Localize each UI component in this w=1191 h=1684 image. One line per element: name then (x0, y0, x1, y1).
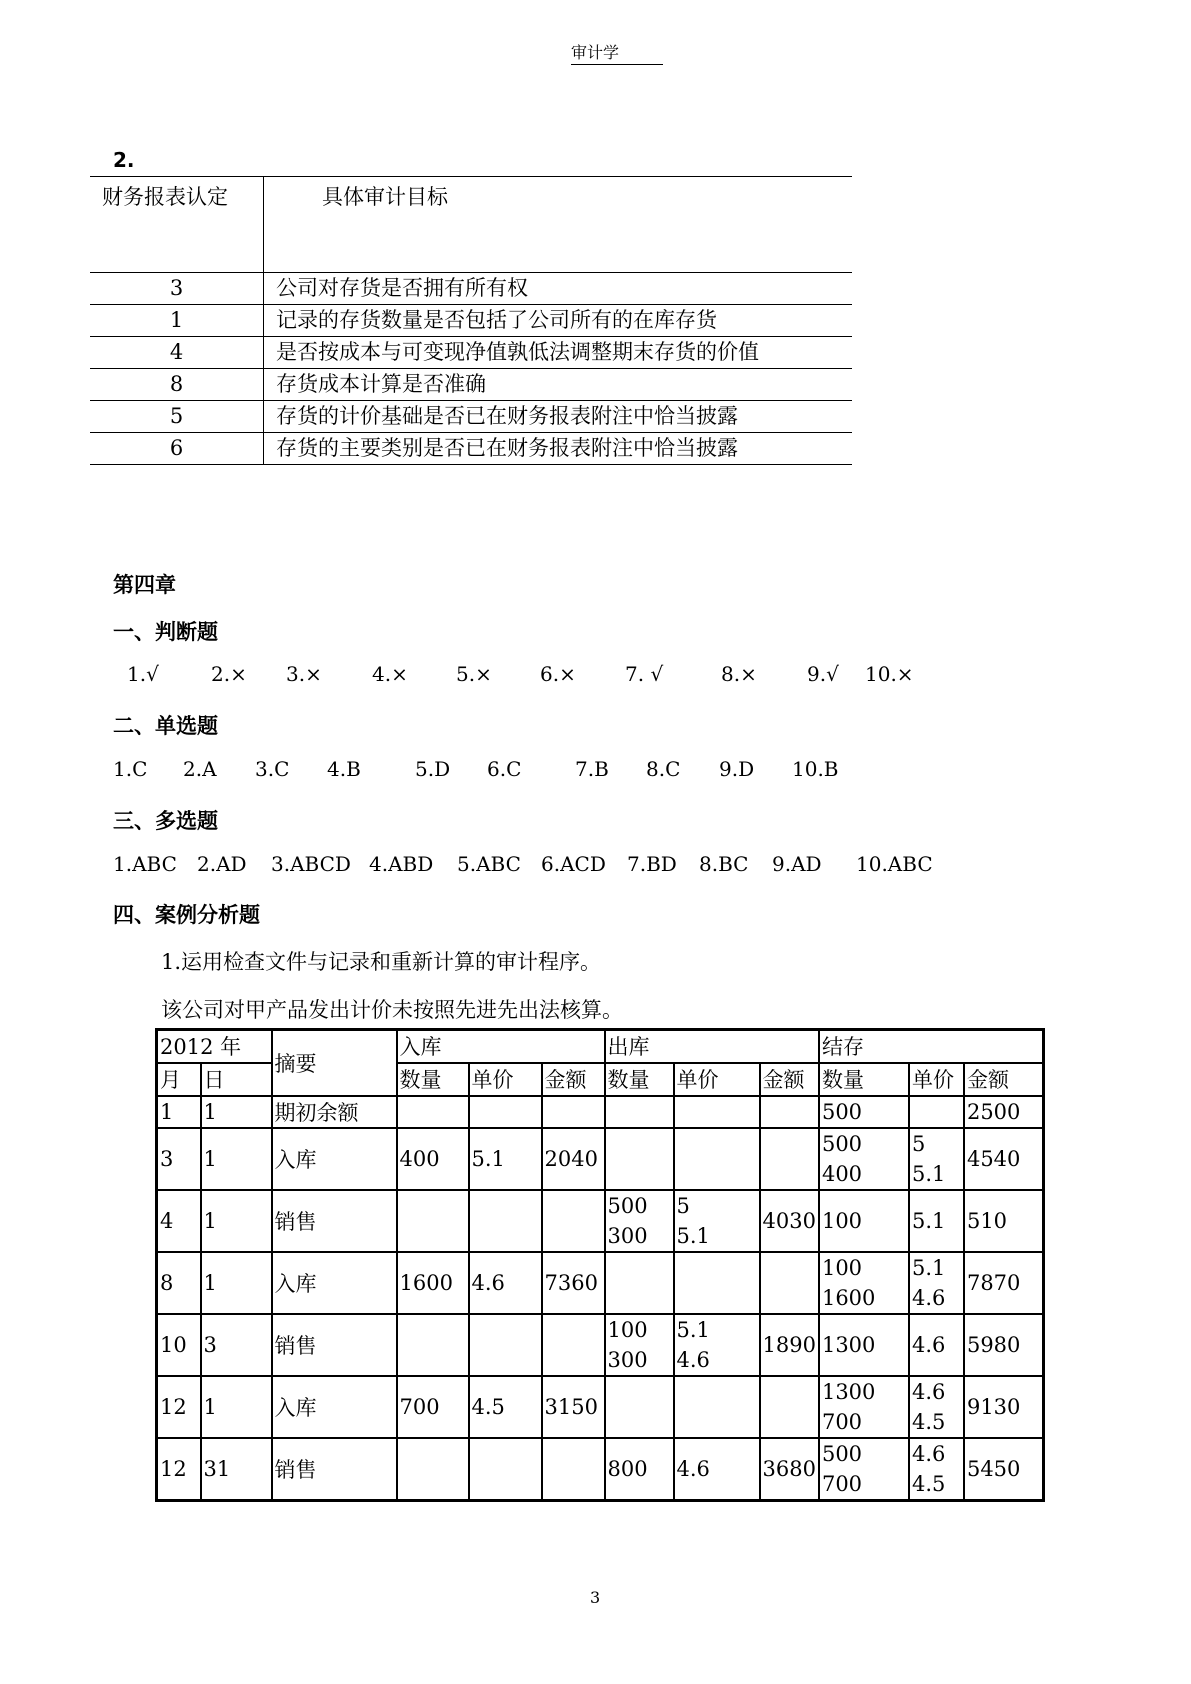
ledger-out-price-header: 单价 (674, 1063, 760, 1096)
ledger-row (157, 1376, 1044, 1438)
ledger-bal-qty-header: 数量 (819, 1063, 909, 1096)
table-row (90, 337, 852, 369)
ledger-cell-out-qty (605, 1314, 674, 1376)
objective-column-header: 具体审计目标 (264, 177, 853, 273)
ledger-cell-line: 500 (821, 1441, 863, 1466)
ledger-cell-out-price (674, 1314, 760, 1376)
ledger-cell-line: 700 (821, 1409, 863, 1434)
ledger-cell-month: 10 (157, 1314, 201, 1376)
ledger-cell-in-price (469, 1314, 542, 1376)
ledger-row (157, 1128, 1044, 1190)
objective-cell: 记录的存货数量是否包括了公司所有的在库存货 (264, 305, 853, 337)
ledger-in-amount-header: 金额 (542, 1063, 605, 1096)
ledger-cell-line: 1600 (821, 1285, 876, 1310)
ledger-cell-day: 1 (201, 1190, 272, 1252)
ledger-summary-header: 摘要 (272, 1030, 397, 1096)
answer-item: 9.D (719, 757, 755, 781)
true-false-answers (127, 662, 925, 686)
ledger-month-header: 月 (157, 1063, 201, 1096)
ledger-cell-out-amount (760, 1128, 819, 1190)
ledger-cell-line: 4.6 (676, 1347, 710, 1372)
objective-cell: 存货成本计算是否准确 (264, 369, 853, 401)
ledger-row (157, 1438, 1044, 1501)
ledger-bal-price-header: 单价 (909, 1063, 964, 1096)
ledger-cell-summary: 销售 (272, 1314, 397, 1376)
ledger-out-header: 出库 (605, 1030, 819, 1063)
ledger-cell-out-amount: 1890 (760, 1314, 819, 1376)
answer-item: 4.ABD (369, 852, 434, 876)
ledger-cell-bal-amount: 510 (964, 1190, 1044, 1252)
ledger-cell-out-qty (605, 1096, 674, 1128)
ledger-cell-bal-qty: 1300 (819, 1314, 909, 1376)
ledger-cell-summary: 期初余额 (272, 1096, 397, 1128)
ledger-cell-in-qty (397, 1314, 469, 1376)
inventory-ledger-table (155, 1028, 1045, 1502)
ledger-cell-day: 1 (201, 1128, 272, 1190)
ledger-cell-summary: 入库 (272, 1376, 397, 1438)
ledger-cell-bal-amount: 9130 (964, 1376, 1044, 1438)
single-choice-answers (113, 757, 852, 781)
ledger-cell-day: 1 (201, 1376, 272, 1438)
answer-item: 5.ABC (457, 852, 521, 876)
ledger-cell-bal-qty (819, 1438, 909, 1501)
ledger-cell-in-amount (542, 1314, 605, 1376)
multiple-choice-heading: 三、多选题 (113, 809, 218, 833)
ledger-year-header: 2012 年 (157, 1030, 272, 1063)
ledger-cell-out-price (674, 1252, 760, 1314)
ledger-cell-in-qty (397, 1190, 469, 1252)
answer-item: 10.× (865, 662, 914, 686)
ledger-cell-line: 400 (821, 1161, 863, 1186)
ledger-cell-line: 500 (607, 1193, 648, 1218)
answer-item: 5.× (456, 662, 492, 686)
assertion-cell: 5 (90, 401, 264, 433)
ledger-cell-bal-qty (819, 1252, 909, 1314)
page-number: 3 (590, 1588, 601, 1607)
ledger-cell-out-price (674, 1096, 760, 1128)
ledger-cell-in-price (469, 1438, 542, 1501)
ledger-cell-line: 1300 (821, 1379, 876, 1404)
audit-objectives-table (90, 176, 852, 465)
ledger-cell-line: 5.1 (676, 1223, 710, 1248)
case-paragraph-1: 1.运用检查文件与记录和重新计算的审计程序。 (161, 950, 602, 974)
answer-item: 5.D (415, 757, 451, 781)
ledger-row (157, 1314, 1044, 1376)
ledger-cell-out-qty: 800 (605, 1438, 674, 1501)
answer-item: 6.C (487, 757, 522, 781)
ledger-cell-month: 4 (157, 1190, 201, 1252)
ledger-cell-in-qty: 400 (397, 1128, 469, 1190)
ledger-cell-day: 3 (201, 1314, 272, 1376)
answer-item: 2.A (183, 757, 217, 781)
ledger-cell-line: 4.5 (911, 1409, 946, 1434)
answer-item: 1.√ (127, 662, 159, 686)
answer-item: 7.BD (627, 852, 677, 876)
page-header-title: 审计学 (571, 40, 663, 65)
ledger-cell-bal-price: 5.1 (909, 1190, 964, 1252)
ledger-cell-in-amount (542, 1096, 605, 1128)
assertion-column-header: 财务报表认定 (90, 177, 264, 273)
table-row (90, 401, 852, 433)
ledger-out-amount-header: 金额 (760, 1063, 819, 1096)
ledger-cell-month: 12 (157, 1376, 201, 1438)
ledger-cell-line: 4.6 (911, 1379, 946, 1404)
ledger-cell-bal-qty (819, 1376, 909, 1438)
ledger-cell-bal-amount: 5980 (964, 1314, 1044, 1376)
ledger-cell-out-qty (605, 1128, 674, 1190)
ledger-cell-month: 1 (157, 1096, 201, 1128)
ledger-cell-out-price: 4.6 (674, 1438, 760, 1501)
ledger-cell-line: 500 (821, 1131, 863, 1156)
ledger-cell-bal-qty (819, 1128, 909, 1190)
ledger-out-qty-header: 数量 (605, 1063, 674, 1096)
ledger-cell-out-qty (605, 1376, 674, 1438)
case-analysis-heading: 四、案例分析题 (113, 903, 260, 927)
ledger-cell-bal-price: 4.6 (909, 1314, 964, 1376)
answer-item: 9.√ (807, 662, 839, 686)
ledger-cell-bal-price (909, 1128, 964, 1190)
ledger-cell-line: 4.6 (911, 1441, 946, 1466)
ledger-cell-line: 5.1 (911, 1255, 946, 1280)
ledger-cell-summary: 入库 (272, 1252, 397, 1314)
answer-item: 8.× (721, 662, 757, 686)
ledger-cell-line: 5 (911, 1131, 926, 1156)
answer-item: 3.C (255, 757, 290, 781)
ledger-in-price-header: 单价 (469, 1063, 542, 1096)
true-false-heading: 一、判断题 (113, 620, 218, 644)
ledger-cell-day: 1 (201, 1252, 272, 1314)
table-row (90, 433, 852, 465)
ledger-cell-in-price (469, 1096, 542, 1128)
ledger-cell-bal-qty: 100 (819, 1190, 909, 1252)
ledger-cell-bal-price (909, 1438, 964, 1501)
chapter-title: 第四章 (113, 573, 176, 597)
answer-item: 10.ABC (856, 852, 933, 876)
ledger-cell-out-amount: 4030 (760, 1190, 819, 1252)
answer-item: 4.B (327, 757, 361, 781)
answer-item: 2.× (211, 662, 247, 686)
objective-cell: 存货的主要类别是否已在财务报表附注中恰当披露 (264, 433, 853, 465)
ledger-cell-in-qty: 700 (397, 1376, 469, 1438)
multiple-choice-answers (113, 852, 936, 876)
ledger-cell-line: 100 (607, 1317, 648, 1342)
table-row (90, 305, 852, 337)
answer-item: 3.× (286, 662, 322, 686)
ledger-cell-month: 8 (157, 1252, 201, 1314)
section-number: 2. (113, 148, 135, 172)
ledger-cell-line: 100 (821, 1255, 863, 1280)
ledger-cell-in-price: 5.1 (469, 1128, 542, 1190)
ledger-cell-line: 5.1 (911, 1161, 946, 1186)
answer-item: 1.ABC (113, 852, 177, 876)
answer-item: 4.× (372, 662, 408, 686)
ledger-cell-line: 300 (607, 1347, 648, 1372)
ledger-balance-header: 结存 (819, 1030, 1044, 1063)
answer-item: 6.× (540, 662, 576, 686)
ledger-cell-bal-price (909, 1096, 964, 1128)
ledger-cell-line: 4.6 (911, 1285, 946, 1310)
assertion-cell: 6 (90, 433, 264, 465)
ledger-in-header: 入库 (397, 1030, 605, 1063)
ledger-cell-in-price: 4.6 (469, 1252, 542, 1314)
assertion-cell: 8 (90, 369, 264, 401)
single-choice-heading: 二、单选题 (113, 714, 218, 738)
ledger-cell-line: 4.5 (911, 1471, 946, 1496)
ledger-cell-in-amount: 3150 (542, 1376, 605, 1438)
ledger-cell-summary: 销售 (272, 1190, 397, 1252)
table-row (90, 369, 852, 401)
answer-item: 8.BC (699, 852, 749, 876)
ledger-cell-in-qty (397, 1096, 469, 1128)
ledger-cell-line: 700 (821, 1471, 863, 1496)
table-row (90, 273, 852, 305)
answer-item: 6.ACD (541, 852, 606, 876)
ledger-cell-line: 300 (607, 1223, 648, 1248)
ledger-cell-out-qty (605, 1252, 674, 1314)
answer-item: 10.B (792, 757, 839, 781)
ledger-cell-out-price (674, 1376, 760, 1438)
answer-item: 7.B (575, 757, 609, 781)
ledger-cell-in-amount (542, 1438, 605, 1501)
assertion-cell: 3 (90, 273, 264, 305)
assertion-cell: 4 (90, 337, 264, 369)
ledger-cell-in-qty: 1600 (397, 1252, 469, 1314)
objective-cell: 是否按成本与可变现净值孰低法调整期末存货的价值 (264, 337, 853, 369)
ledger-cell-bal-price (909, 1376, 964, 1438)
ledger-cell-out-price (674, 1190, 760, 1252)
ledger-cell-month: 3 (157, 1128, 201, 1190)
ledger-cell-bal-amount: 7870 (964, 1252, 1044, 1314)
ledger-cell-in-price: 4.5 (469, 1376, 542, 1438)
ledger-cell-day: 1 (201, 1096, 272, 1128)
ledger-in-qty-header: 数量 (397, 1063, 469, 1096)
ledger-cell-in-amount: 7360 (542, 1252, 605, 1314)
answer-item: 7. √ (625, 662, 664, 686)
ledger-cell-month: 12 (157, 1438, 201, 1501)
answer-item: 3.ABCD (271, 852, 351, 876)
ledger-cell-bal-qty: 500 (819, 1096, 909, 1128)
ledger-cell-line: 5.1 (676, 1317, 710, 1342)
ledger-row (157, 1190, 1044, 1252)
answer-item: 1.C (113, 757, 148, 781)
ledger-cell-in-price (469, 1190, 542, 1252)
ledger-day-header: 日 (201, 1063, 272, 1096)
answer-item: 9.AD (772, 852, 822, 876)
ledger-cell-in-qty (397, 1438, 469, 1501)
ledger-cell-bal-amount: 4540 (964, 1128, 1044, 1190)
ledger-cell-out-amount (760, 1376, 819, 1438)
ledger-cell-in-amount: 2040 (542, 1128, 605, 1190)
ledger-cell-bal-price (909, 1252, 964, 1314)
assertion-cell: 1 (90, 305, 264, 337)
answer-item: 2.AD (197, 852, 247, 876)
ledger-row (157, 1252, 1044, 1314)
ledger-cell-summary: 入库 (272, 1128, 397, 1190)
answer-item: 8.C (646, 757, 681, 781)
ledger-bal-amount-header: 金额 (964, 1063, 1044, 1096)
objective-cell: 存货的计价基础是否已在财务报表附注中恰当披露 (264, 401, 853, 433)
ledger-cell-in-amount (542, 1190, 605, 1252)
ledger-cell-summary: 销售 (272, 1438, 397, 1501)
ledger-cell-bal-amount: 5450 (964, 1438, 1044, 1501)
ledger-cell-out-price (674, 1128, 760, 1190)
ledger-row (157, 1096, 1044, 1128)
ledger-cell-out-amount: 3680 (760, 1438, 819, 1501)
ledger-cell-out-qty (605, 1190, 674, 1252)
case-paragraph-2: 该公司对甲产品发出计价未按照先进先出法核算。 (161, 998, 623, 1022)
ledger-cell-day: 31 (201, 1438, 272, 1501)
ledger-cell-line: 5 (676, 1193, 690, 1218)
objective-cell: 公司对存货是否拥有所有权 (264, 273, 853, 305)
ledger-cell-out-amount (760, 1096, 819, 1128)
ledger-cell-out-amount (760, 1252, 819, 1314)
ledger-cell-bal-amount: 2500 (964, 1096, 1044, 1128)
